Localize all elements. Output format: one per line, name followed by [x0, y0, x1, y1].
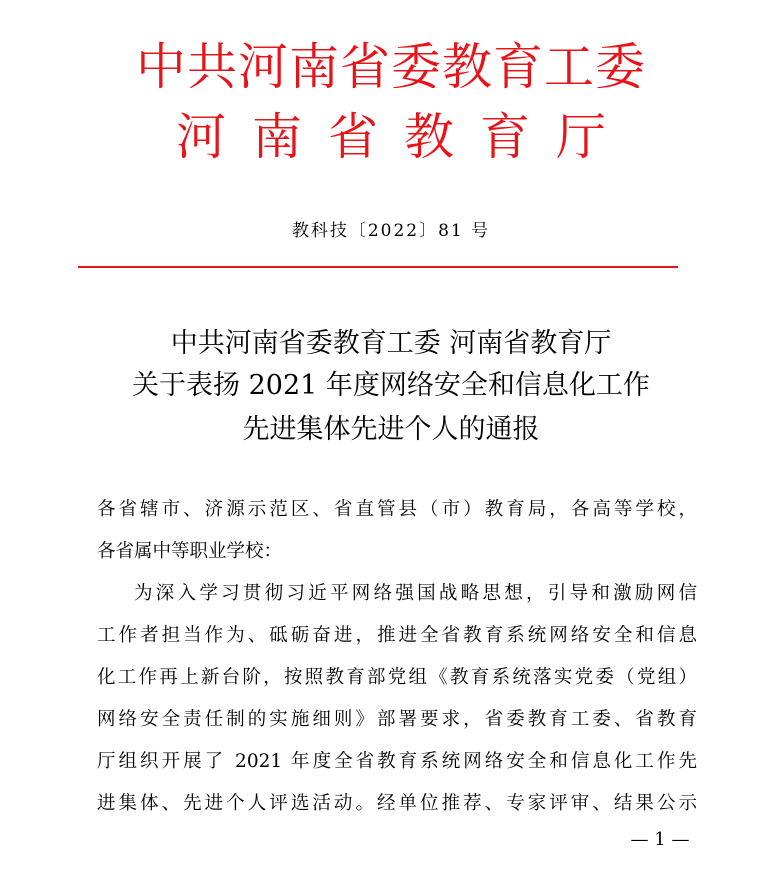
document-title-line-2: 关于表扬 2021 年度网络安全和信息化工作	[132, 370, 650, 401]
page-number: — 1 —	[630, 829, 690, 850]
document-title-line-1: 中共河南省委教育工委 河南省教育厅	[170, 328, 612, 359]
issuer-header-line-2: 河南省教育厅	[176, 108, 632, 166]
paragraph-line: 进集体、先进个人评选活动。经单位推荐、专家评审、结果公示	[97, 793, 697, 814]
document-number: 教科技〔2022〕81 号	[291, 221, 491, 241]
paragraph-line: 网络安全责任制的实施细则》部署要求，省委教育工委、省教育	[97, 709, 697, 730]
paragraph-line: 厅组织开展了 2021 年度全省教育系统网络安全和信息化工作先	[97, 751, 697, 772]
addressee-line: 各省属中等职业学校：	[97, 541, 283, 562]
addressee-line: 各省辖市、济源示范区、省直管县（市）教育局，各高等学校，	[97, 499, 697, 520]
paragraph-line: 化工作再上新台阶，按照教育部党组《教育系统落实党委（党组）	[97, 667, 697, 688]
document-title-line-3: 先进集体先进个人的通报	[242, 414, 540, 445]
issuer-header-line-1: 中共河南省委教育工委	[136, 38, 646, 96]
red-divider-line	[78, 266, 678, 268]
paragraph-line: 工作者担当作为、砥砺奋进，推进全省教育系统网络安全和信息	[97, 625, 697, 646]
paragraph-line: 为深入学习贯彻习近平网络强国战略思想，引导和激励网信	[134, 583, 697, 604]
